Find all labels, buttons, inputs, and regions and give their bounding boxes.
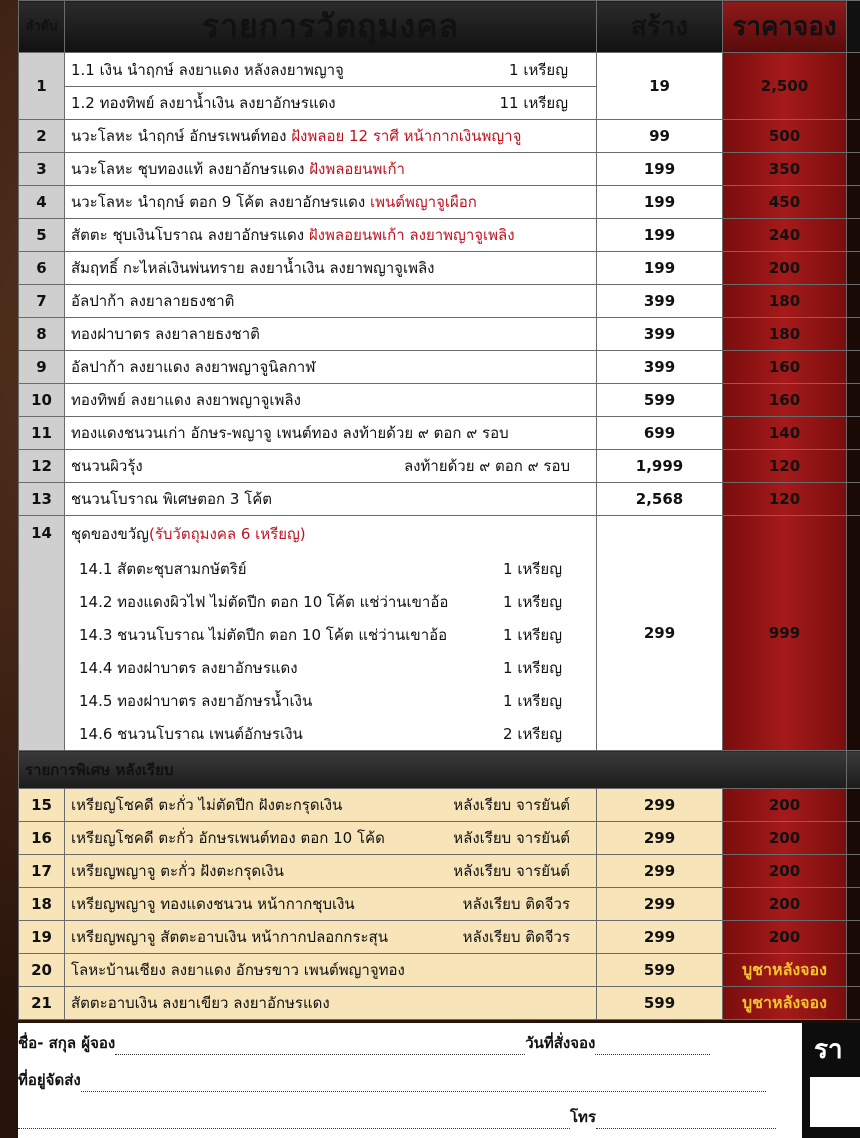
item-price: 140	[723, 417, 847, 450]
row-edge	[847, 751, 860, 789]
gift-set-item	[71, 552, 590, 585]
item-quantity: 19	[597, 53, 723, 120]
item-name-cell	[65, 822, 597, 855]
item-number: 10	[19, 384, 65, 417]
item-quantity: 699	[597, 417, 723, 450]
table-row	[19, 120, 860, 153]
item-quantity: 399	[597, 351, 723, 384]
item-quantity: 99	[597, 120, 723, 153]
special-section-header	[19, 751, 860, 789]
table-row	[19, 384, 860, 417]
row-edge	[847, 789, 860, 822]
item-name-cell	[65, 252, 597, 285]
table-row	[19, 450, 860, 483]
gift-set-row	[19, 516, 860, 751]
item-name-cell	[65, 789, 597, 822]
price-table	[18, 0, 860, 1020]
table-row	[19, 153, 860, 186]
header-price: ราคาจอง	[723, 1, 847, 53]
phone-label: โทร	[570, 1108, 597, 1126]
item-quantity: 299	[597, 516, 723, 751]
item-name-cell	[65, 384, 597, 417]
item-number: 12	[19, 450, 65, 483]
item-note: ลงท้ายด้วย ๙ ตอก ๙ รอบ	[403, 457, 570, 475]
item-name: สัตตะอาบเงิน ลงยาเขียว ลงยาอักษรแดง	[71, 994, 330, 1012]
item-number: 8	[19, 318, 65, 351]
name-label: ชื่อ- สกุล ผู้จอง	[18, 1034, 116, 1052]
item-name: เหรียญพญาจู สัตตะอาบเงิน หน้ากากปลอกกระสุน	[71, 928, 388, 946]
sub-item	[71, 53, 596, 86]
item-quantity: 2,568	[597, 483, 723, 516]
table-row	[19, 987, 860, 1020]
item-name-wrap	[71, 859, 590, 883]
item-price: 200	[723, 921, 847, 954]
item-number: 6	[19, 252, 65, 285]
item-name: โลหะบ้านเชียง ลงยาแดง อักษรขาว เพนต์พญาจูทอง	[71, 961, 405, 979]
item-price: 160	[723, 384, 847, 417]
price-list-sheet	[18, 0, 860, 1018]
address-field-2[interactable]	[18, 1115, 570, 1129]
order-date-label: วันที่สั่งจอง	[525, 1034, 596, 1052]
item-number: 13	[19, 483, 65, 516]
phone-line	[18, 1105, 776, 1129]
item-name-cell	[65, 855, 597, 888]
row-edge	[847, 186, 860, 219]
item-note: หลังเรียบ จารยันต์	[453, 796, 570, 814]
item-name: ทองแดงชนวนเก่า อักษร-พญาจู เพนต์ทอง ลงท้ายด้วย ๙ ตอก ๙ รอบ	[71, 424, 509, 442]
row-edge	[847, 252, 860, 285]
row-edge	[847, 888, 860, 921]
gift-set-item-name: 14.4 ทองฝาบาตร ลงยาอักษรแดง	[79, 658, 298, 677]
item-note: หลังเรียบ ติดจีวร	[462, 928, 570, 946]
item-number: 20	[19, 954, 65, 987]
sub-item-count: 11 เหรียญ	[499, 94, 568, 112]
row-edge	[847, 516, 860, 751]
item-name-cell	[65, 450, 597, 483]
row-edge	[847, 285, 860, 318]
row-edge	[847, 53, 860, 120]
item-price: 120	[723, 450, 847, 483]
item-price: บูชาหลังจอง	[723, 987, 847, 1020]
address-field[interactable]	[81, 1078, 766, 1092]
item-name-cell	[65, 921, 597, 954]
gift-set-item-name: 14.6 ชนวนโบราณ เพนต์อักษรเงิน	[79, 724, 303, 743]
order-date-field[interactable]	[595, 1041, 710, 1055]
gift-set-item-count: 1 เหรียญ	[503, 592, 562, 611]
phone-field[interactable]	[596, 1115, 776, 1129]
gift-set-item	[71, 717, 590, 750]
table-row	[19, 219, 860, 252]
row-edge	[847, 921, 860, 954]
item-name: นวะโลหะ นำฤกษ์ ตอก 9 โค้ต ลงยาอักษรแดง	[71, 193, 366, 211]
item-price: 200	[723, 855, 847, 888]
item-quantity: 199	[597, 186, 723, 219]
item-name: เหรียญโชคดี ตะกั่ว อักษรเพนต์ทอง ตอก 10 โค้ด	[71, 829, 385, 847]
item-price: 200	[723, 888, 847, 921]
item-name-cell	[65, 153, 597, 186]
item-price: 500	[723, 120, 847, 153]
gift-set-item-count: 1 เหรียญ	[503, 559, 562, 578]
item-quantity: 599	[597, 987, 723, 1020]
table-row	[19, 822, 860, 855]
item-name-wrap	[71, 454, 590, 478]
table-row	[19, 417, 860, 450]
gift-set-item	[71, 618, 590, 651]
item-number: 7	[19, 285, 65, 318]
item-highlight: เพนต์พญาจูเผือก	[369, 193, 477, 211]
item-number: 16	[19, 822, 65, 855]
item-price: บูชาหลังจอง	[723, 954, 847, 987]
gift-set-item-name: 14.2 ทองแดงผิวไฟ ไม่ตัดปีก ตอก 10 โค้ต แช่ว่านเขาอ้อ	[79, 592, 449, 611]
gift-set-item-name: 14.3 ชนวนโบราณ ไม่ตัดปีก ตอก 10 โค้ต แช่ว่านเขาอ้อ	[79, 625, 448, 644]
item-number: 19	[19, 921, 65, 954]
item-number: 4	[19, 186, 65, 219]
item-price: 200	[723, 252, 847, 285]
item-highlight: ฝังพลอยนพเก้า	[309, 160, 405, 178]
table-row	[19, 318, 860, 351]
item-name: เหรียญโชคดี ตะกั่ว ไม่ตัดปีก ฝังตะกรุดเงิน	[71, 796, 343, 814]
item-name-cell	[65, 351, 597, 384]
gift-set-title: ชุดของขวัญ	[71, 525, 149, 543]
row-edge	[847, 417, 860, 450]
item-quantity: 299	[597, 855, 723, 888]
row-edge	[847, 120, 860, 153]
item-name: ชนวนผิวรุ้ง	[71, 457, 143, 475]
item-name-cell	[65, 285, 597, 318]
item-name: อัลปาก้า ลงยาแดง ลงยาพญาจูนิลกาฬ	[71, 358, 316, 376]
item-note: หลังเรียบ ติดจีวร	[462, 895, 570, 913]
item-name-cell	[65, 888, 597, 921]
gift-set-item	[71, 585, 590, 618]
row-edge	[847, 219, 860, 252]
gift-set-item-count: 1 เหรียญ	[503, 625, 562, 644]
table-row	[19, 789, 860, 822]
item-name-cell	[65, 186, 597, 219]
gift-set-cell	[65, 516, 597, 751]
sub-item	[65, 86, 596, 119]
row-edge	[847, 384, 860, 417]
item-price: 2,500	[723, 53, 847, 120]
item-note: หลังเรียบ จารยันต์	[453, 829, 570, 847]
item-quantity: 299	[597, 789, 723, 822]
item-name-cell	[65, 954, 597, 987]
item-price: 999	[723, 516, 847, 751]
item-name: สัมฤทธิ์ กะไหล่เงินพ่นทราย ลงยาน้ำเงิน ลงยาพญาจูเพลิง	[71, 259, 435, 277]
item-price: 180	[723, 285, 847, 318]
item-number: 15	[19, 789, 65, 822]
item-highlight: ฝังพลอยนพเก้า ลงยาพญาจูเพลิง	[308, 226, 515, 244]
item-quantity: 599	[597, 384, 723, 417]
special-section-title: รายการพิเศษ หลังเรียบ	[19, 751, 847, 789]
item-name-cell	[65, 318, 597, 351]
table-row	[19, 351, 860, 384]
item-quantity: 199	[597, 153, 723, 186]
item-quantity: 199	[597, 219, 723, 252]
item-price: 200	[723, 822, 847, 855]
row-edge	[847, 153, 860, 186]
item-name-cell	[65, 483, 597, 516]
item-number: 3	[19, 153, 65, 186]
item-quantity: 599	[597, 954, 723, 987]
row-edge	[847, 855, 860, 888]
table-row	[19, 186, 860, 219]
gift-set-title-wrap	[71, 516, 590, 552]
item-price: 350	[723, 153, 847, 186]
item-name-wrap	[71, 892, 590, 916]
item-number: 18	[19, 888, 65, 921]
item-number: 14	[19, 516, 65, 751]
item-quantity: 299	[597, 888, 723, 921]
row-edge	[847, 450, 860, 483]
item-quantity: 299	[597, 822, 723, 855]
row-edge	[847, 954, 860, 987]
item-name: ทองทิพย์ ลงยาแดง ลงยาพญาจูเพลิง	[71, 391, 301, 409]
row-edge	[847, 822, 860, 855]
table-row	[19, 252, 860, 285]
sub-item-count: 1 เหรียญ	[509, 60, 568, 79]
item-number: 11	[19, 417, 65, 450]
item-quantity: 199	[597, 252, 723, 285]
header-quantity: สร้าง	[597, 1, 723, 53]
item-name: นวะโลหะ นำฤกษ์ อักษรเพนต์ทอง	[71, 127, 287, 145]
item-price: 450	[723, 186, 847, 219]
item-price: 200	[723, 789, 847, 822]
item-quantity: 399	[597, 285, 723, 318]
header-number: ลำดับ	[19, 1, 65, 53]
item-name: เหรียญพญาจู ตะกั่ว ฝังตะกรุดเงิน	[71, 862, 284, 880]
row-edge	[847, 483, 860, 516]
item-price: 180	[723, 318, 847, 351]
table-header	[19, 1, 860, 53]
item-number: 2	[19, 120, 65, 153]
item-quantity: 1,999	[597, 450, 723, 483]
table-row	[19, 483, 860, 516]
gift-set-note: (รับวัตถุมงคล 6 เหรียญ)	[148, 525, 306, 543]
item-highlight: ฝังพลอย 12 ราศี หน้ากากเงินพญาจู	[291, 127, 522, 145]
item-name-wrap	[71, 925, 590, 949]
row-edge	[847, 318, 860, 351]
item-name-wrap	[71, 826, 590, 850]
row-edge	[847, 351, 860, 384]
table-row	[19, 285, 860, 318]
side-panel	[802, 1023, 860, 1138]
item-number: 5	[19, 219, 65, 252]
item-name: นวะโลหะ ชุบทองแท้ ลงยาอักษรแดง	[71, 160, 305, 178]
item-number: 17	[19, 855, 65, 888]
address-line	[18, 1068, 766, 1092]
table-row	[19, 921, 860, 954]
gift-set-item	[71, 651, 590, 684]
sub-item-name: 1.1 เงิน นำฤกษ์ ลงยาแดง หลังลงยาพญาจู	[71, 60, 344, 79]
item-name-cell	[65, 53, 597, 120]
table-row	[19, 888, 860, 921]
item-price: 120	[723, 483, 847, 516]
gift-set-item-count: 2 เหรียญ	[503, 724, 562, 743]
gift-set-item-count: 1 เหรียญ	[503, 691, 562, 710]
item-name: อัลปาก้า ลงยาลายธงชาติ	[71, 292, 235, 310]
item-price: 240	[723, 219, 847, 252]
name-field[interactable]	[115, 1041, 525, 1055]
item-name: สัตตะ ชุบเงินโบราณ ลงยาอักษรแดง	[71, 226, 305, 244]
item-name: เหรียญพญาจู ทองแดงชนวน หน้ากากชุบเงิน	[71, 895, 355, 913]
item-name-cell	[65, 987, 597, 1020]
item-name-wrap	[71, 793, 590, 817]
item-name-cell	[65, 417, 597, 450]
name-line	[18, 1031, 798, 1055]
item-quantity: 299	[597, 921, 723, 954]
header-title: รายการวัตถุมงคล	[65, 1, 597, 53]
item-number: 21	[19, 987, 65, 1020]
item-name-cell	[65, 120, 597, 153]
order-form	[18, 1023, 860, 1138]
row-edge	[847, 987, 860, 1020]
gift-set-item-name: 14.5 ทองฝาบาตร ลงยาอักษรน้ำเงิน	[79, 691, 313, 710]
table-row	[19, 53, 860, 120]
item-name: ทองฝาบาตร ลงยาลายธงชาติ	[71, 325, 260, 343]
item-note: หลังเรียบ จารยันต์	[453, 862, 570, 880]
side-box	[810, 1077, 860, 1127]
item-number: 1	[19, 53, 65, 120]
sub-item-name: 1.2 ทองทิพย์ ลงยาน้ำเงิน ลงยาอักษรแดง	[71, 94, 336, 112]
item-name: ชนวนโบราณ พิเศษตอก 3 โค้ต	[71, 490, 273, 508]
table-row	[19, 954, 860, 987]
gift-set-item-count: 1 เหรียญ	[503, 658, 562, 677]
item-number: 9	[19, 351, 65, 384]
item-price: 160	[723, 351, 847, 384]
table-row	[19, 855, 860, 888]
side-label: รา	[814, 1035, 843, 1065]
gift-set-item-name: 14.1 สัตตะชุบสามกษัตริย์	[79, 559, 247, 578]
address-label: ที่อยู่จัดส่ง	[18, 1071, 81, 1089]
item-quantity: 399	[597, 318, 723, 351]
item-name-cell	[65, 219, 597, 252]
gift-set-item	[71, 684, 590, 717]
header-edge	[847, 1, 860, 53]
